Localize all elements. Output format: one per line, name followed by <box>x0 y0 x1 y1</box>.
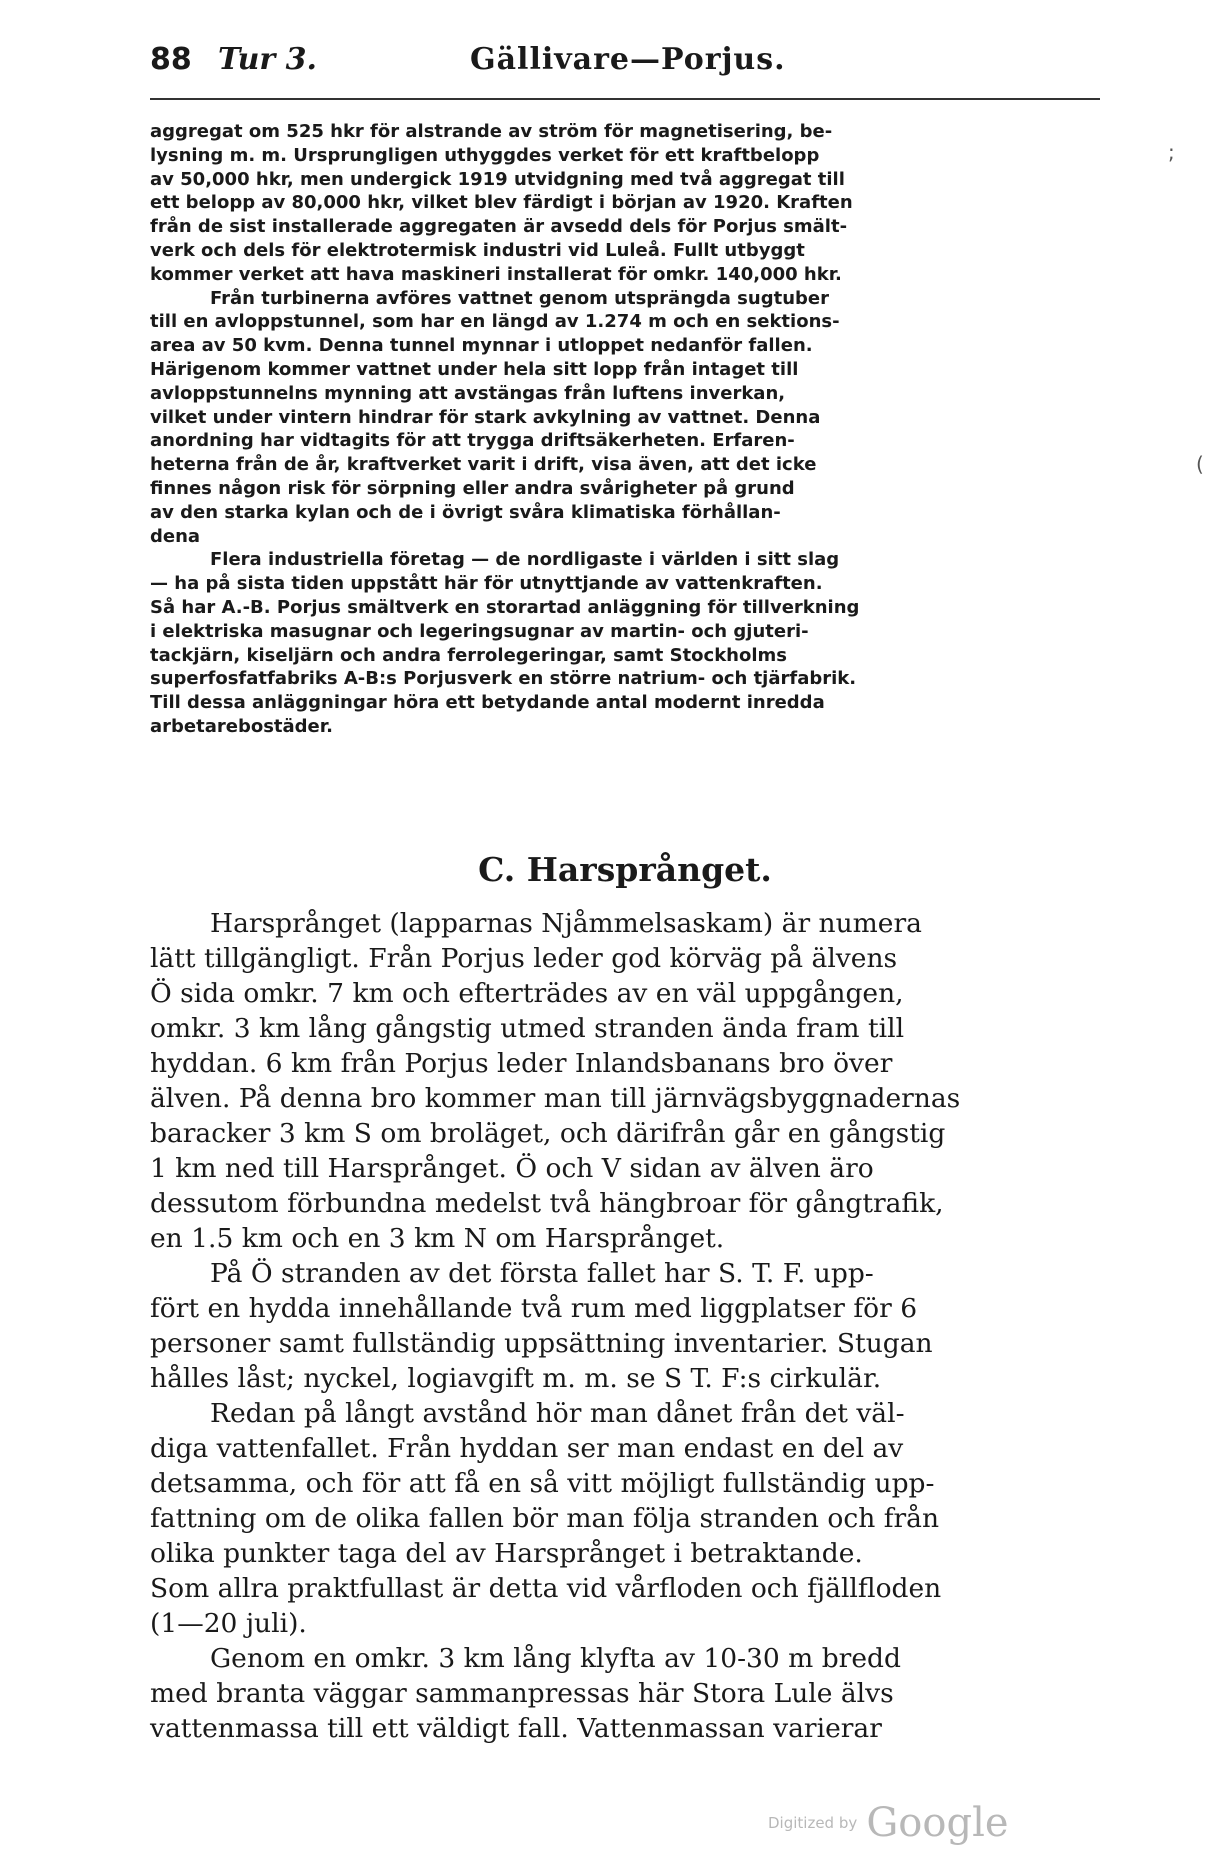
text-line: Redan på långt avstånd hör man dånet från det väl- <box>210 1398 905 1429</box>
text-line: hålles låst; nyckel, logiavgift m. m. se S T. F:s cirkulär. <box>150 1363 882 1394</box>
text-line: dena <box>150 525 201 547</box>
text-line: vattenmassa till ett väldigt fall. Vattenmassan varierar <box>150 1713 882 1744</box>
text-line: kommer verket att hava maskineri installerat för omkr. 140,000 hkr. <box>150 263 842 285</box>
text-line: från de sist installerade aggregaten är avsedd dels för Porjus smält- <box>150 216 848 238</box>
google-logo: Google <box>866 1800 1009 1846</box>
text-line: Genom en omkr. 3 km lång klyfta av 10-30 m bredd <box>210 1643 901 1674</box>
page-number: 88 <box>150 42 192 77</box>
text-line: diga vattenfallet. Från hyddan ser man endast en del av <box>150 1433 904 1464</box>
paragraph-turbinerna <box>150 287 1100 549</box>
text-line: Så har A.-B. Porjus smältverk en storartad anläggning för tillverkning <box>150 596 860 618</box>
text-line: ett belopp av 80,000 hkr, vilket blev färdigt i början av 1920. Kraften <box>150 192 853 214</box>
text-line: aggregat om 525 hkr för alstrande av ström för magnetisering, be- <box>150 121 833 142</box>
margin-mark: ; <box>1168 140 1175 164</box>
text-line: verk och dels för elektrotermisk industri vid Luleå. Fullt utbyggt <box>150 239 805 261</box>
watermark-prefix: Digitized by <box>768 1814 858 1832</box>
text-line: dessutom förbundna medelst två hängbroar för gångtrafik, <box>150 1188 944 1219</box>
running-header <box>150 40 1100 80</box>
text-line: olika punkter taga del av Harsprånget i betraktande. <box>150 1538 863 1569</box>
text-line: Till dessa anläggningar höra ett betydande antal modernt inredda <box>150 692 825 714</box>
text-line: till en avloppstunnel, som har en längd av 1.274 m och en sektions- <box>150 311 840 333</box>
text-line: Ö sida omkr. 7 km och efterträdes av en väl uppgången, <box>150 978 904 1009</box>
text-line: personer samt fullständig uppsättning inventarier. Stugan <box>150 1328 933 1359</box>
text-line: anordning har vidtagits för att trygga driftsäkerheten. Erfaren- <box>150 430 795 452</box>
text-line: På Ö stranden av det första fallet har S. T. F. upp- <box>210 1258 874 1289</box>
text-line: 1 km ned till Harsprånget. Ö och V sidan av älven äro <box>150 1153 874 1184</box>
text-line: baracker 3 km S om broläget, och därifrån går en gångstig <box>150 1118 946 1149</box>
paragraph-hydda <box>150 1256 1100 1396</box>
tour-label: Tur 3. <box>218 42 317 77</box>
text-line: arbetarebostäder. <box>150 715 333 737</box>
paragraph-industriella <box>150 548 1100 738</box>
text-line: Från turbinerna avföres vattnet genom utsprängda sugtuber <box>210 287 829 309</box>
text-line: en 1.5 km och en 3 km N om Harsprånget. <box>150 1223 725 1254</box>
text-line: omkr. 3 km lång gångstig utmed stranden ända fram till <box>150 1013 905 1044</box>
paragraph-klyfta <box>150 1641 1100 1746</box>
page-title: Gällivare—Porjus. <box>470 42 786 77</box>
text-line: tackjärn, kiseljärn och andra ferrolegeringar, samt Stockholms <box>150 644 788 666</box>
text-line: heterna från de år, kraftverket varit i drift, visa även, att det icke <box>150 454 817 476</box>
text-line: area av 50 kvm. Denna tunnel mynnar i utloppet nedanför fallen. <box>150 335 813 357</box>
digitized-watermark <box>768 1800 1009 1850</box>
text-line: avloppstunnelns mynning att avstängas från luftens inverkan, <box>150 382 786 404</box>
text-line: lysning m. m. Ursprungligen uthyggdes verket för ett kraftbelopp <box>150 144 820 166</box>
text-line: hyddan. 6 km från Porjus leder Inlandsbanans bro över <box>150 1048 893 1079</box>
paragraph-harspranget <box>150 906 1100 1256</box>
text-line: lätt tillgängligt. Från Porjus leder god körväg på älvens <box>150 943 898 974</box>
text-line: av 50,000 hkr, men undergick 1919 utvidgning med två aggregat till <box>150 168 845 190</box>
section-heading: C. Harsprånget. <box>478 850 772 889</box>
text-line: Flera industriella företag — de nordligaste i världen i sitt slag <box>210 549 840 571</box>
text-line: Harsprånget (lapparnas Njåmmelsaskam) är numera <box>210 908 922 939</box>
text-line: i elektriska masugnar och legeringsugnar av martin- och gjuteri- <box>150 620 809 642</box>
text-line: Härigenom kommer vattnet under hela sitt lopp från intaget till <box>150 358 799 380</box>
text-line: av den starka kylan och de i övrigt svåra klimatiska förhållan- <box>150 501 781 523</box>
text-line: — ha på sista tiden uppstått här för utnyttjande av vattenkraften. <box>150 573 823 595</box>
text-line: fattning om de olika fallen bör man följa stranden och från <box>150 1503 940 1534</box>
paragraph-vattenfallet <box>150 1396 1100 1641</box>
text-line: älven. På denna bro kommer man till järnvägsbyggnadernas <box>150 1083 961 1114</box>
text-line: med branta väggar sammanpressas här Stora Lule älvs <box>150 1678 894 1709</box>
text-line: Som allra praktfullast är detta vid vårfloden och fjällfloden <box>150 1573 942 1604</box>
paragraph-aggregat <box>150 120 1100 287</box>
text-line: detsamma, och för att få en så vitt möjligt fullständig upp- <box>150 1468 935 1499</box>
header-rule <box>150 98 1100 100</box>
text-line: fört en hydda innehållande två rum med liggplatser för 6 <box>150 1293 918 1324</box>
margin-mark: ( <box>1196 452 1204 476</box>
text-line: superfosfatfabriks A-B:s Porjusverk en större natrium- och tjärfabrik. <box>150 668 857 690</box>
text-line: finnes någon risk för sörpning eller andra svårigheter på grund <box>150 477 795 499</box>
text-line: (1—20 juli). <box>150 1608 307 1639</box>
text-line: vilket under vintern hindrar för stark avkylning av vattnet. Denna <box>150 406 821 428</box>
